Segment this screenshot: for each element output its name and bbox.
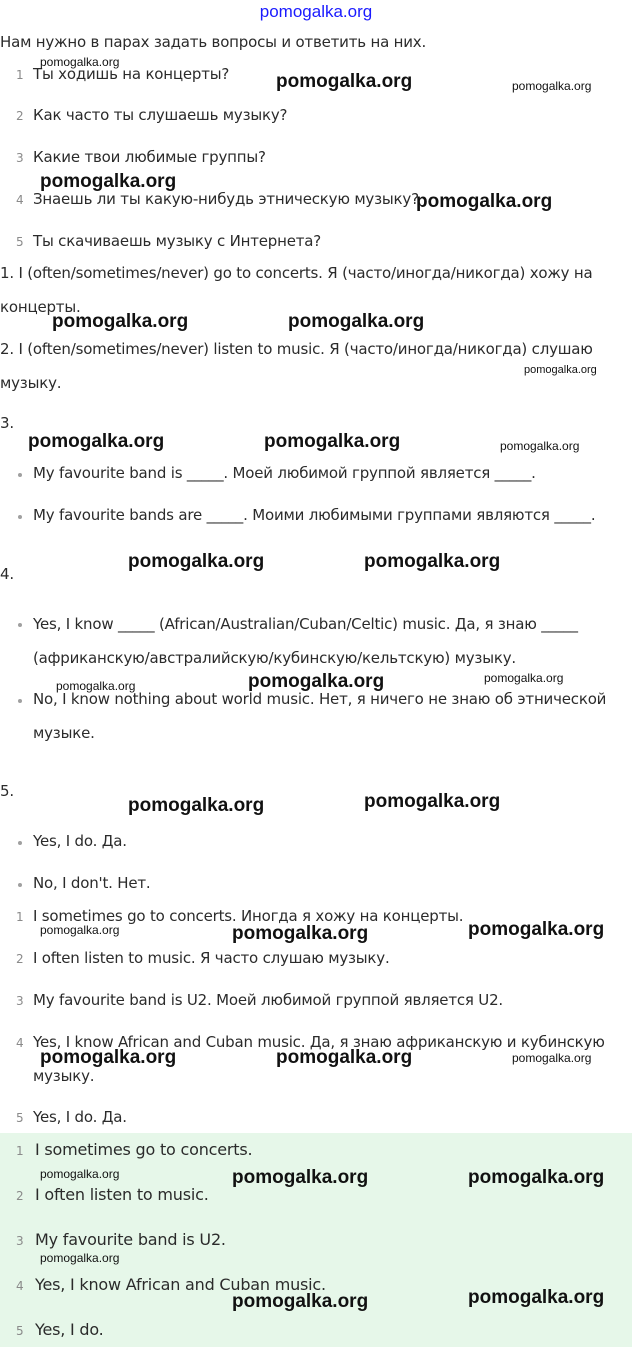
answer-5-bullet: No, I don't. Нет. bbox=[33, 874, 151, 892]
question-item: Ты ходишь на концерты? bbox=[33, 65, 230, 83]
example-number: 5 bbox=[16, 1111, 24, 1125]
watermark-logo: pomogalka.org bbox=[288, 311, 425, 332]
watermark-logo: pomogalka.org bbox=[512, 1051, 592, 1065]
watermark-logo: pomogalka.org bbox=[524, 364, 597, 376]
question-number: 2 bbox=[16, 109, 24, 123]
watermark-logo: pomogalka.org bbox=[56, 679, 136, 693]
answer-3-label: 3. bbox=[0, 414, 14, 432]
answer-3-bullet: My favourite band is _____. Моей любимой группой является _____. bbox=[33, 464, 536, 482]
answer-4-bullet-cont: музыке. bbox=[33, 724, 95, 742]
answer-4-bullet: Yes, I know _____ (African/Australian/Cuban/Celtic) music. Да, я знаю _____ bbox=[33, 615, 578, 633]
question-item: Ты скачиваешь музыку с Интернета? bbox=[33, 232, 322, 250]
question-item: Как часто ты слушаешь музыку? bbox=[33, 106, 288, 124]
answer-1-line-2: концерты. bbox=[0, 298, 81, 316]
watermark-logo: pomogalka.org bbox=[276, 1047, 413, 1068]
example-item: I sometimes go to concerts. Иногда я хожу на концерты. bbox=[33, 907, 464, 925]
example-item: Yes, I know African and Cuban music. Да, я знаю африканскую и кубинскую bbox=[33, 1033, 605, 1051]
bullet-dot bbox=[18, 883, 22, 887]
summary-number: 4 bbox=[16, 1279, 24, 1293]
watermark-logo: pomogalka.org bbox=[364, 791, 501, 812]
watermark-logo: pomogalka.org bbox=[248, 671, 385, 692]
example-number: 2 bbox=[16, 952, 24, 966]
watermark-logo: pomogalka.org bbox=[40, 923, 120, 937]
answer-1-line-1: 1. I (often/sometimes/never) go to concerts. Я (часто/иногда/никогда) хожу на bbox=[0, 264, 593, 282]
watermark-logo: pomogalka.org bbox=[500, 439, 580, 453]
watermark-logo: pomogalka.org bbox=[40, 1167, 120, 1181]
question-number: 5 bbox=[16, 235, 24, 249]
example-number: 1 bbox=[16, 910, 24, 924]
question-item: Знаешь ли ты какую-нибудь этническую музыку? bbox=[33, 190, 419, 208]
watermark-logo: pomogalka.org bbox=[468, 919, 605, 940]
example-number: 3 bbox=[16, 994, 24, 1008]
question-number: 3 bbox=[16, 151, 24, 165]
answer-5-bullet: Yes, I do. Да. bbox=[33, 832, 127, 850]
watermark-logo: pomogalka.org bbox=[264, 431, 401, 452]
answer-5-label: 5. bbox=[0, 782, 14, 800]
bullet-dot bbox=[18, 473, 22, 477]
watermark-logo: pomogalka.org bbox=[52, 311, 189, 332]
example-number: 4 bbox=[16, 1036, 24, 1050]
watermark-logo: pomogalka.org bbox=[28, 431, 165, 452]
bullet-dot bbox=[18, 623, 22, 627]
summary-number: 2 bbox=[16, 1189, 24, 1203]
summary-number: 3 bbox=[16, 1234, 24, 1248]
question-item: Какие твои любимые группы? bbox=[33, 148, 266, 166]
answer-3-bullet: My favourite bands are _____. Моими любимыми группами являются _____. bbox=[33, 506, 596, 524]
example-item: My favourite band is U2. Моей любимой группой является U2. bbox=[33, 991, 503, 1009]
question-number: 4 bbox=[16, 193, 24, 207]
watermark-logo: pomogalka.org bbox=[232, 1167, 369, 1188]
answer-4-label: 4. bbox=[0, 565, 14, 583]
summary-item: I sometimes go to concerts. bbox=[35, 1140, 253, 1159]
watermark-logo: pomogalka.org bbox=[512, 79, 592, 93]
summary-number: 5 bbox=[16, 1324, 24, 1338]
intro-text: Нам нужно в парах задать вопросы и ответить на них. bbox=[0, 33, 427, 51]
watermark-logo: pomogalka.org bbox=[128, 795, 265, 816]
watermark-logo: pomogalka.org bbox=[468, 1287, 605, 1308]
answer-4-bullet: No, I know nothing about world music. Нет, я ничего не знаю об этнической bbox=[33, 690, 607, 708]
example-item: Yes, I do. Да. bbox=[33, 1108, 127, 1126]
watermark-logo: pomogalka.org bbox=[232, 923, 369, 944]
answer-4-bullet-cont: (африканскую/австралийскую/кубинскую/кельтскую) музыку. bbox=[33, 649, 516, 667]
bullet-dot bbox=[18, 515, 22, 519]
question-number: 1 bbox=[16, 68, 24, 82]
example-item-cont: музыку. bbox=[33, 1067, 95, 1085]
watermark-top-link[interactable]: pomogalka.org bbox=[259, 2, 373, 21]
watermark-logo: pomogalka.org bbox=[416, 191, 553, 212]
example-item: I often listen to music. Я часто слушаю музыку. bbox=[33, 949, 390, 967]
summary-item: I often listen to music. bbox=[35, 1185, 209, 1204]
bullet-dot bbox=[18, 699, 22, 703]
answer-2-line-2: музыку. bbox=[0, 374, 62, 392]
watermark-logo: pomogalka.org bbox=[276, 71, 413, 92]
answer-2-line-1: 2. I (often/sometimes/never) listen to music. Я (часто/иногда/никогда) слушаю bbox=[0, 340, 593, 358]
watermark-logo: pomogalka.org bbox=[40, 1047, 177, 1068]
summary-number: 1 bbox=[16, 1144, 24, 1158]
summary-item: My favourite band is U2. bbox=[35, 1230, 226, 1249]
summary-item: Yes, I know African and Cuban music. bbox=[35, 1275, 326, 1294]
watermark-logo: pomogalka.org bbox=[232, 1291, 369, 1312]
watermark-logo: pomogalka.org bbox=[468, 1167, 605, 1188]
watermark-logo: pomogalka.org bbox=[484, 671, 564, 685]
watermark-logo: pomogalka.org bbox=[40, 1251, 120, 1265]
summary-item: Yes, I do. bbox=[35, 1320, 104, 1339]
watermark-logo: pomogalka.org bbox=[40, 55, 120, 69]
watermark-logo: pomogalka.org bbox=[128, 551, 265, 572]
watermark-logo: pomogalka.org bbox=[364, 551, 501, 572]
bullet-dot bbox=[18, 841, 22, 845]
watermark-logo: pomogalka.org bbox=[40, 171, 177, 192]
